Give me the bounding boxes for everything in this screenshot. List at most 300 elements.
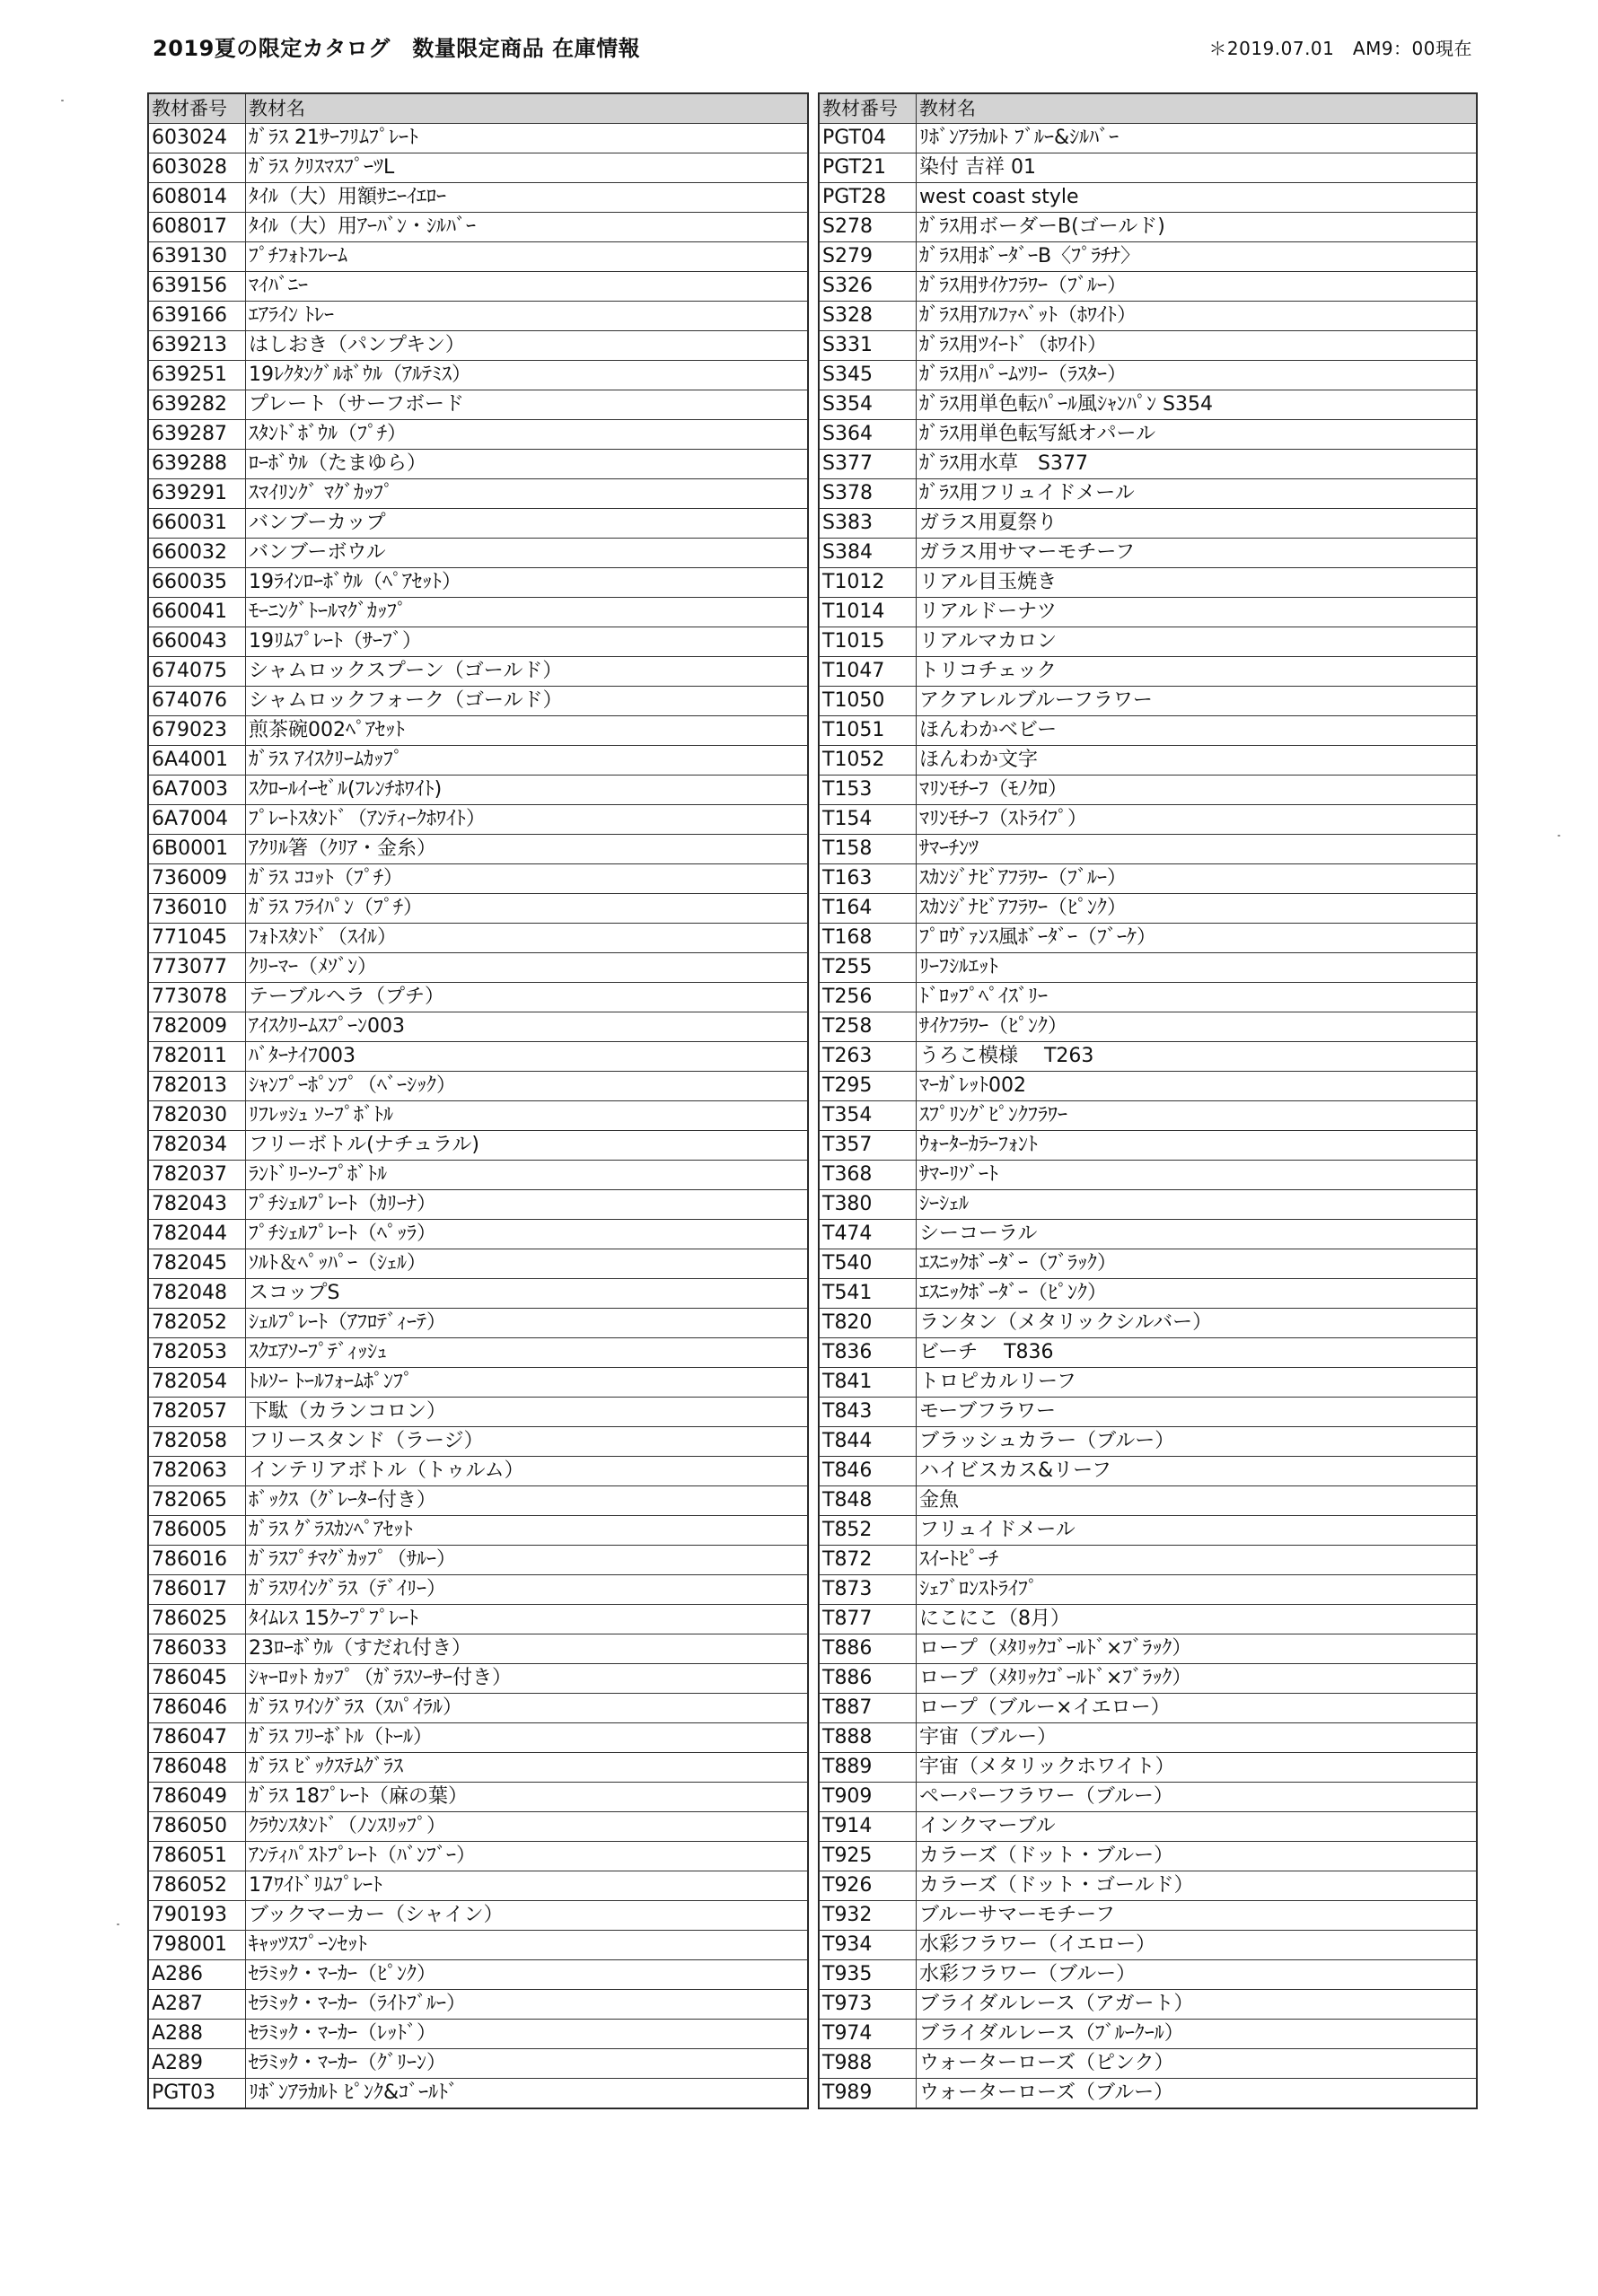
table-row [820,657,1477,687]
item-name: ウォーターローズ（ピンク） [917,2049,1477,2079]
table-row [149,1072,808,1101]
table-row [820,1990,1477,2020]
table-row [820,1072,1477,1101]
table-row [820,1309,1477,1338]
table-row [149,1812,808,1842]
table-row [820,1368,1477,1398]
table-row [820,1723,1477,1753]
table-row [149,1634,808,1664]
item-code: T258 [820,1012,917,1042]
table-row [820,1664,1477,1694]
table-row [820,598,1477,627]
item-name: プレート（サーフボード [246,390,808,420]
table-row [820,983,1477,1012]
table-row [149,1220,808,1249]
table-row [820,1546,1477,1575]
item-code: 782065 [149,1486,246,1516]
table-row [149,864,808,894]
table-row [820,924,1477,953]
table-row [149,1871,808,1901]
table-row [149,1753,808,1783]
item-code: T263 [820,1042,917,1072]
item-name: ｶﾞﾗｽ用ｻｲｹﾌﾗﾜｰ（ﾌﾞﾙｰ） [917,272,1477,302]
item-code: 798001 [149,1931,246,1960]
item-code: T1047 [820,657,917,687]
table-row [820,746,1477,776]
item-name: ペーパーフラワー（ブルー） [917,1783,1477,1812]
table-row [149,1605,808,1634]
item-code: 782053 [149,1338,246,1368]
item-code: 608014 [149,183,246,213]
table-row [820,1694,1477,1723]
item-name: ﾛｰﾎﾞｳﾙ（たまゆら） [246,450,808,479]
item-name: 染付 吉祥 01 [917,153,1477,183]
item-code: S278 [820,213,917,242]
table-row [820,1427,1477,1457]
item-code: T1052 [820,746,917,776]
item-code: T889 [820,1753,917,1783]
table-row [149,2079,808,2108]
item-name: ガラス用夏祭り [917,509,1477,539]
table-row [149,1723,808,1753]
item-code: 660035 [149,568,246,598]
item-name: 宇宙（メタリックホワイト） [917,1753,1477,1783]
table-row [820,1249,1477,1279]
table-row [820,509,1477,539]
item-code: T1051 [820,716,917,746]
item-name: インテリアボトル（トゥルム） [246,1457,808,1486]
item-name: ｽｸｴｱｿｰﾌﾟﾃﾞｨｯｼｭ [246,1338,808,1368]
item-code: 639213 [149,331,246,361]
item-name: ｶﾞﾗｽ用ボーダーB(ゴールド) [917,213,1477,242]
item-code: 782034 [149,1131,246,1161]
table-row [149,1427,808,1457]
item-name: ｶﾞﾗｽ用ﾊﾟｰﾑﾂﾘｰ（ﾗｽﾀｰ） [917,361,1477,390]
item-name: ｱｲｽｸﾘｰﾑｽﾌﾟｰﾝ003 [246,1012,808,1042]
item-code: T540 [820,1249,917,1279]
table-row [149,835,808,864]
table-row [820,1753,1477,1783]
table-row [149,983,808,1012]
item-name: ﾀｲﾑﾚｽ 15ｸｰﾌﾟﾌﾟﾚｰﾄ [246,1605,808,1634]
item-name: ｽｶﾝｼﾞﾅﾋﾞｱﾌﾗﾜｰ（ﾋﾟﾝｸ） [917,894,1477,924]
item-code: 639251 [149,361,246,390]
item-code: T886 [820,1634,917,1664]
table-row [820,361,1477,390]
item-name: 水彩フラワー（イエロー） [917,1931,1477,1960]
item-name: シャムロックフォーク（ゴールド） [246,687,808,716]
item-name: ｶﾞﾗｽ ｸﾘｽﾏｽﾌﾟｰﾂL [246,153,808,183]
table-row [149,1368,808,1398]
item-code: S345 [820,361,917,390]
item-code: 674076 [149,687,246,716]
table-row [149,657,808,687]
item-code: T988 [820,2049,917,2079]
item-code: T887 [820,1694,917,1723]
item-code: T354 [820,1101,917,1131]
table-row [149,1664,808,1694]
item-name: フリーボトル(ナチュラル) [246,1131,808,1161]
table-row [820,1516,1477,1546]
item-name: ｽﾀﾝﾄﾞﾎﾞｳﾙ（ﾌﾟﾁ） [246,420,808,450]
item-name: 煎茶碗002ﾍﾟｱｾｯﾄ [246,716,808,746]
table-row [149,1516,808,1546]
table-row [820,716,1477,746]
item-name: うろこ模様 T263 [917,1042,1477,1072]
item-code: 782043 [149,1190,246,1220]
item-code: T357 [820,1131,917,1161]
item-name: ほんわか文字 [917,746,1477,776]
item-code: T154 [820,805,917,835]
item-code: T846 [820,1457,917,1486]
table-row [149,1575,808,1605]
item-name: はしおき（パンプキン） [246,331,808,361]
item-name: ｼｪﾙﾌﾟﾚｰﾄ（ｱﾌﾛﾃﾞｨｰﾃ） [246,1309,808,1338]
table-row [820,1871,1477,1901]
table-row [820,894,1477,924]
table-row [149,1249,808,1279]
table-row [149,1338,808,1368]
item-name: モーブフラワー [917,1398,1477,1427]
item-name: にこにこ（8月） [917,1605,1477,1634]
scan-speck [61,100,64,101]
item-code: S331 [820,331,917,361]
item-code: 786051 [149,1842,246,1871]
item-code: A289 [149,2049,246,2079]
table-row [820,1842,1477,1871]
item-code: T1015 [820,627,917,657]
item-name: ｶﾞﾗｽ用ﾂｲｰﾄﾞ（ﾎﾜｲﾄ） [917,331,1477,361]
table-row [149,361,808,390]
table-row [820,390,1477,420]
item-name: フリュイドメール [917,1516,1477,1546]
item-name: 17ﾜｲﾄﾞﾘﾑﾌﾟﾚｰﾄ [246,1871,808,1901]
item-name: ｳｫｰﾀｰｶﾗｰﾌｫﾝﾄ [917,1131,1477,1161]
item-name: ブックマーカー（シャイン） [246,1901,808,1931]
item-name: ｶﾞﾗｽ用ｱﾙﾌｧﾍﾞｯﾄ（ﾎﾜｲﾄ） [917,302,1477,331]
table-row [149,1486,808,1516]
item-name: ｾﾗﾐｯｸ・ﾏｰｶｰ（ｸﾞﾘｰﾝ） [246,2049,808,2079]
table-row [149,479,808,509]
table-row [820,213,1477,242]
item-code: T1012 [820,568,917,598]
table-body-right [820,124,1477,2108]
table-row [820,805,1477,835]
item-name: スコップS [246,1279,808,1309]
table-row [149,1131,808,1161]
table-row [149,213,808,242]
item-code: S384 [820,539,917,568]
table-row [820,627,1477,657]
table-row [149,776,808,805]
item-code: 782045 [149,1249,246,1279]
item-code: T877 [820,1605,917,1634]
item-name: ｶﾞﾗｽ 18ﾌﾟﾚｰﾄ（麻の葉） [246,1783,808,1812]
item-code: 660032 [149,539,246,568]
item-name: トロピカルリーフ [917,1368,1477,1398]
table-row [149,1161,808,1190]
item-code: T163 [820,864,917,894]
item-code: 786047 [149,1723,246,1753]
item-name: 19ﾚｸﾀﾝｸﾞﾙﾎﾞｳﾙ（ｱﾙﾃﾐｽ） [246,361,808,390]
item-name: ｼｬﾝﾌﾟｰﾎﾟﾝﾌﾟ（ﾍﾞｰｼｯｸ） [246,1072,808,1101]
item-name: ｶﾞﾗｽﾌﾟﾁﾏｸﾞｶｯﾌﾟ（ｻﾙｰ） [246,1546,808,1575]
item-name: ｶﾞﾗｽ ｸﾞﾗｽｶﾝﾍﾟｱｾｯﾄ [246,1516,808,1546]
item-name: ブラッシュカラー（ブルー） [917,1427,1477,1457]
table-row [820,420,1477,450]
item-code: T820 [820,1309,917,1338]
catalog-table-left [148,93,808,2108]
item-code: 639166 [149,302,246,331]
item-name: ｶﾞﾗｽ ﾌﾘｰﾎﾞﾄﾙ（ﾄｰﾙ） [246,1723,808,1753]
table-row [820,1931,1477,1960]
item-code: 639291 [149,479,246,509]
item-name: ｾﾗﾐｯｸ・ﾏｰｶｰ（ﾚｯﾄﾞ） [246,2020,808,2049]
table-row [149,450,808,479]
item-code: 660031 [149,509,246,539]
table-row [820,2079,1477,2108]
item-name: ﾌﾟﾁｼｪﾙﾌﾟﾚｰﾄ（ｶﾘｰﾅ） [246,1190,808,1220]
item-code: S328 [820,302,917,331]
item-name: ｻﾏｰﾁﾝﾂ [917,835,1477,864]
item-code: 639130 [149,242,246,272]
item-name: ロープ（ﾒﾀﾘｯｸｺﾞｰﾙﾄﾞ×ﾌﾞﾗｯｸ） [917,1664,1477,1694]
item-name: ｶﾞﾗｽ用フリュイドメール [917,479,1477,509]
item-code: T295 [820,1072,917,1101]
table-row [149,183,808,213]
item-code: T852 [820,1516,917,1546]
item-code: PGT28 [820,183,917,213]
table-row [149,272,808,302]
table-row [149,924,808,953]
table-row [820,1812,1477,1842]
table-row [820,776,1477,805]
item-name: ｿﾙﾄ＆ﾍﾟｯﾊﾟｰ（ｼｪﾙ） [246,1249,808,1279]
table-row [149,1931,808,1960]
item-code: T164 [820,894,917,924]
item-code: T541 [820,1279,917,1309]
item-name: ｾﾗﾐｯｸ・ﾏｰｶｰ（ﾗｲﾄﾌﾞﾙｰ） [246,1990,808,2020]
table-row [820,479,1477,509]
item-name: ﾗﾝﾄﾞﾘｰｿｰﾌﾟﾎﾞﾄﾙ [246,1161,808,1190]
table-row [820,864,1477,894]
item-name: ｴｽﾆｯｸﾎﾞｰﾀﾞｰ（ﾌﾞﾗｯｸ） [917,1249,1477,1279]
item-code: 786005 [149,1516,246,1546]
item-code: T256 [820,983,917,1012]
table-row [149,420,808,450]
table-row [149,1457,808,1486]
item-name: ｻﾏｰﾘｿﾞｰﾄ [917,1161,1477,1190]
table-row [149,568,808,598]
item-code: 782057 [149,1398,246,1427]
item-code: 786045 [149,1664,246,1694]
item-code: T844 [820,1427,917,1457]
column-header-code: 教材番号 [149,94,246,124]
item-name: ほんわかベビー [917,716,1477,746]
table-row [149,153,808,183]
item-code: 786050 [149,1812,246,1842]
item-code: T255 [820,953,917,983]
table-row [820,568,1477,598]
table-row [149,1309,808,1338]
item-code: PGT21 [820,153,917,183]
item-code: 782009 [149,1012,246,1042]
table-row [820,183,1477,213]
item-name: ﾀｲﾙ（大）用額ｻﾆｰｲｴﾛｰ [246,183,808,213]
table-row [820,1279,1477,1309]
item-code: 639156 [149,272,246,302]
item-code: 608017 [149,213,246,242]
table-row [149,242,808,272]
item-code: 6A4001 [149,746,246,776]
item-code: T474 [820,1220,917,1249]
item-name: カラーズ（ドット・ブルー） [917,1842,1477,1871]
table-row [820,331,1477,361]
item-name: ｻｲｹﾌﾗﾜｰ（ﾋﾟﾝｸ） [917,1012,1477,1042]
item-name: リアルドーナツ [917,598,1477,627]
table-row [820,1605,1477,1634]
item-name: 水彩フラワー（ブルー） [917,1960,1477,1990]
table-row [149,1783,808,1812]
item-name: ﾀｲﾙ（大）用ｱｰﾊﾞﾝ・ｼﾙﾊﾞｰ [246,213,808,242]
item-name: 金魚 [917,1486,1477,1516]
table-row [820,1042,1477,1072]
item-name: 宇宙（ブルー） [917,1723,1477,1753]
column-header-name: 教材名 [246,94,808,124]
item-name: ｼｪﾌﾞﾛﾝｽﾄﾗｲﾌﾟ [917,1575,1477,1605]
item-name: ﾎﾞｯｸｽ（ｸﾞﾚｰﾀｰ付き） [246,1486,808,1516]
table-row [820,1101,1477,1131]
item-code: 786025 [149,1605,246,1634]
table-row [149,953,808,983]
item-name: ｽｶﾝｼﾞﾅﾋﾞｱﾌﾗﾜｰ（ﾌﾞﾙｰ） [917,864,1477,894]
item-name: ｱｸﾘﾙ箸（ｸﾘｱ・金糸） [246,835,808,864]
item-name: リアルマカロン [917,627,1477,657]
table-row [820,124,1477,153]
item-name: ｶﾞﾗｽ ﾋﾞｯｸｽﾃﾑｸﾞﾗｽ [246,1753,808,1783]
item-name: ｽｲｰﾄﾋﾟｰﾁ [917,1546,1477,1575]
item-code: S377 [820,450,917,479]
table-row [149,124,808,153]
table-row [820,1901,1477,1931]
table-row [149,1901,808,1931]
table-row [149,687,808,716]
table-row [149,2049,808,2079]
item-code: 660041 [149,598,246,627]
table-row [149,1960,808,1990]
item-name: 19ﾗｲﾝﾛｰﾎﾞｳﾙ（ﾍﾟｱｾｯﾄ） [246,568,808,598]
table-row [149,1546,808,1575]
item-code: T836 [820,1338,917,1368]
item-name: ウォーターローズ（ブルー） [917,2079,1477,2108]
page-title: 2019夏の限定カタログ 数量限定商品 在庫情報 [153,36,641,61]
table-row [149,1694,808,1723]
item-name: ｴｽﾆｯｸﾎﾞｰﾀﾞｰ（ﾋﾟﾝｸ） [917,1279,1477,1309]
item-code: 786016 [149,1546,246,1575]
table-row [820,1161,1477,1190]
table-row [820,450,1477,479]
item-code: 674075 [149,657,246,687]
item-code: T935 [820,1960,917,1990]
table-row [820,1634,1477,1664]
table-row [820,1486,1477,1516]
table-row [149,1398,808,1427]
item-code: T886 [820,1664,917,1694]
item-name: ｶﾞﾗｽ ﾜｲﾝｸﾞﾗｽ（ｽﾊﾟｲﾗﾙ） [246,1694,808,1723]
table-row [820,1457,1477,1486]
table-body-left [149,124,808,2108]
catalog-table-right [819,93,1477,2108]
item-name: ﾏｰｶﾞﾚｯﾄ002 [917,1072,1477,1101]
item-code: S383 [820,509,917,539]
item-name: ﾌﾟﾛｳﾞｧﾝｽ風ﾎﾞｰﾀﾞｰ（ﾌﾞｰｹ） [917,924,1477,953]
item-code: 786033 [149,1634,246,1664]
item-code: 639282 [149,390,246,420]
item-name: ﾘﾌﾚｯｼｭ ｿｰﾌﾟﾎﾞﾄﾙ [246,1101,808,1131]
item-code: T926 [820,1871,917,1901]
table-header-row [820,94,1477,124]
item-code: A287 [149,1990,246,2020]
item-name: ｶﾞﾗｽﾜｲﾝｸﾞﾗｽ（ﾃﾞｲﾘｰ） [246,1575,808,1605]
item-code: T1014 [820,598,917,627]
table-row [149,805,808,835]
item-name: ｽｸﾛｰﾙｲｰｾﾞﾙ(ﾌﾚﾝﾁﾎﾜｲﾄ) [246,776,808,805]
item-name: アクアレルブルーフラワー [917,687,1477,716]
item-code: 786052 [149,1871,246,1901]
item-code: T932 [820,1901,917,1931]
item-name: ｾﾗﾐｯｸ・ﾏｰｶｰ（ﾋﾟﾝｸ） [246,1960,808,1990]
item-code: T872 [820,1546,917,1575]
item-name: シーコーラル [917,1220,1477,1249]
item-code: T843 [820,1398,917,1427]
item-name: ｶﾞﾗｽ ｺｺｯﾄ（ﾌﾟﾁ） [246,864,808,894]
item-code: T973 [820,1990,917,2020]
item-code: T974 [820,2020,917,2049]
item-name: ｼｰｼｪﾙ [917,1190,1477,1220]
table-row [820,2020,1477,2049]
item-name: ロープ（ﾒﾀﾘｯｸｺﾞｰﾙﾄﾞ×ﾌﾞﾗｯｸ） [917,1634,1477,1664]
item-code: 679023 [149,716,246,746]
table-row [149,1190,808,1220]
item-name: ガラス用サマーモチーフ [917,539,1477,568]
item-code: 773077 [149,953,246,983]
item-code: T380 [820,1190,917,1220]
item-code: T1050 [820,687,917,716]
item-name: ビーチ T836 [917,1338,1477,1368]
item-name: シャムロックスプーン（ゴールド） [246,657,808,687]
item-name: ｶﾞﾗｽ 21ｻｰﾌﾘﾑﾌﾟﾚｰﾄ [246,124,808,153]
table-header-row [149,94,808,124]
stock-timestamp: ＊2019.07.01 AM9：00現在 [1208,38,1472,59]
item-name: ﾄﾙｿｰ ﾄｰﾙﾌｫｰﾑﾎﾟﾝﾌﾟ [246,1368,808,1398]
item-name: 23ﾛｰﾎﾞｳﾙ（すだれ付き） [246,1634,808,1664]
item-name: ﾌｫﾄｽﾀﾝﾄﾞ（ｽｲﾙ） [246,924,808,953]
table-row [149,1279,808,1309]
table-row [820,539,1477,568]
table-row [149,1012,808,1042]
item-code: T909 [820,1783,917,1812]
item-code: S364 [820,420,917,450]
item-code: 782037 [149,1161,246,1190]
item-code: 786048 [149,1753,246,1783]
table-row [820,687,1477,716]
table-row [149,331,808,361]
table-row [149,539,808,568]
item-name: ブライダルレース（ﾌﾞﾙｰｸｰﾙ） [917,2020,1477,2049]
item-name: ﾌﾟﾁｼｪﾙﾌﾟﾚｰﾄ（ﾍﾟｯﾗ） [246,1220,808,1249]
table-row [149,627,808,657]
item-code: 603024 [149,124,246,153]
